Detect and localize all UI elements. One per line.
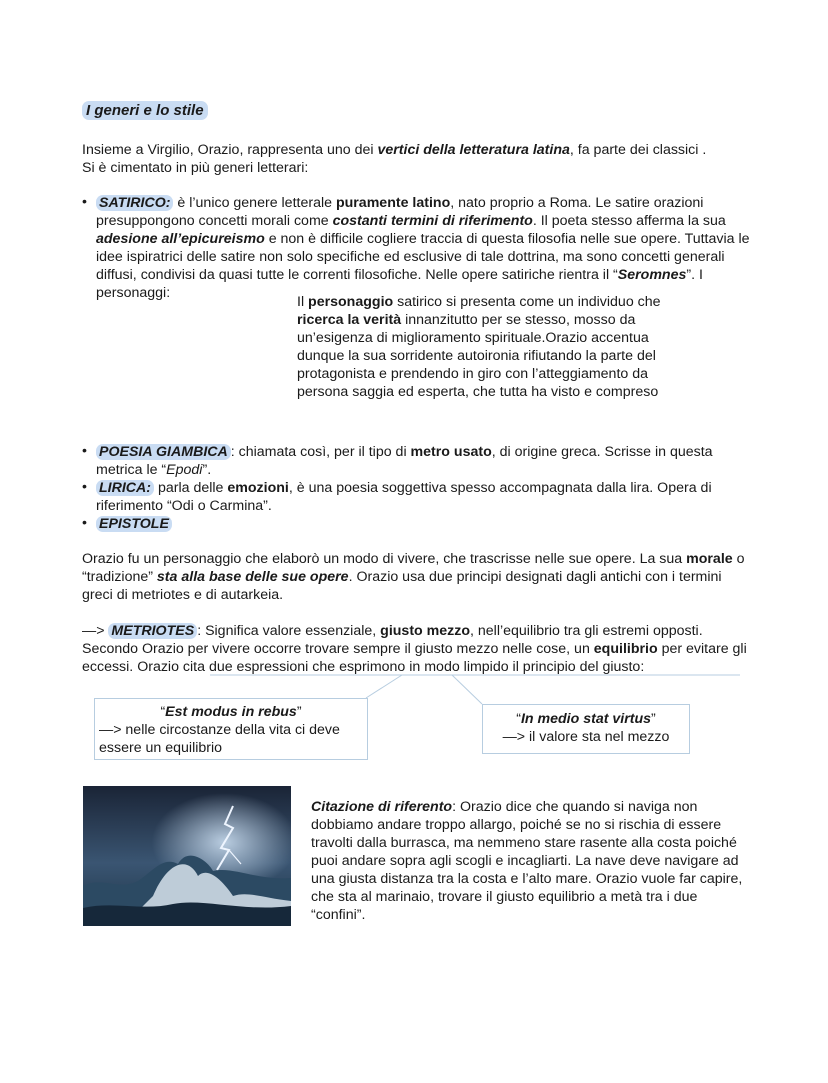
bullet-giambica: • bbox=[82, 443, 87, 459]
intro-paragraph: Insieme a Virgilio, Orazio, rappresenta uno dei vertici della letteratura latina, fa parte dei classici . Si è cimentato in più generi letterari: bbox=[82, 142, 707, 176]
bullet-lirica: • bbox=[82, 479, 87, 495]
box-est-modus bbox=[94, 698, 368, 760]
bullet-satirico: • bbox=[82, 194, 87, 210]
satirico-paragraph: SATIRICO: è l’unico genere letterale puramente latino, nato proprio a Roma. Le satire orazioni presuppongono concetti morali come costanti termini di riferimento. Il poeta stesso afferma la sua adesione all’epicureismo e non è difficile cogliere traccia di questa filosofia nelle sue opere. Tuttavia le idee ispiratrici delle satire non solo specifiche ed esclusive di tale dottrina, ma sono concetti generali diffusi, condivisi da quasi tutte le correnti filosofiche. Nelle opere satiriche rientra il “Seromnes”. I personaggi: bbox=[96, 195, 750, 301]
citazione-paragraph: Citazione di riferento: Orazio dice che quando si naviga non dobbiamo andare troppo allargo, poiché se no si rischia di essere travolti dalla burrasca, ma nemmeno stare rasente alla costa poiché puoi andare sopra agli scogli e incagliarti. La nave deve navigare ad una giusta distanza tra la costa e l’alto mare. Orazio vuole far capire, che sta al marinaio, trovare il giusto equilibrio a metà tra i due “confini”. bbox=[311, 799, 743, 923]
citazione-label: Citazione di riferento bbox=[311, 799, 453, 815]
lirica-paragraph: LIRICA: parla delle emozioni, è una poesia soggettiva spesso accompagnata dalla lira. Opera di riferimento “Odi o Carmina”. bbox=[96, 480, 712, 514]
giambica-paragraph: POESIA GIAMBICA : chiamata così, per il tipo di metro usato, di origine greca. Scrisse in questa metrica le “Epodi”. bbox=[96, 444, 713, 478]
bullet-epistole: • bbox=[82, 515, 87, 531]
satirico-label: SATIRICO: bbox=[96, 195, 173, 211]
connector-left bbox=[366, 675, 402, 698]
box2-text: —> il valore sta nel mezzo bbox=[502, 729, 670, 745]
stormy-sea-image bbox=[83, 786, 291, 926]
page-title: I generi e lo stile bbox=[82, 102, 208, 120]
epistole-label: EPISTOLE bbox=[96, 516, 172, 532]
box1-quote: “Est modus in rebus” bbox=[160, 704, 302, 720]
lirica-label: LIRICA: bbox=[96, 480, 154, 496]
giambica-label: POESIA GIAMBICA bbox=[96, 444, 231, 460]
stormy-sea-illustration bbox=[83, 786, 291, 926]
metriotes-label: METRIOTES bbox=[108, 623, 197, 639]
metriotes-paragraph: —> METRIOTES : Significa valore essenziale, giusto mezzo, nell’equilibrio tra gli estremi opposti. Secondo Orazio per vivere occorre trovare sempre il giusto mezzo nelle cose, un equilibrio per evitare gli eccessi. Orazio cita due espressioni che esprimono in modo limpido il principio del giusto: bbox=[82, 623, 747, 675]
orazio-paragraph: Orazio fu un personaggio che elaborò un modo di vivere, che trascrisse nelle sue opere. La sua morale o “tradizione” sta alla base delle sue opere. Orazio usa due principi designati dagli antichi con i termini greci di metriotes e di autarkeia. bbox=[82, 551, 745, 603]
box2-quote: “In medio stat virtus” bbox=[516, 711, 656, 727]
personaggio-paragraph: Il personaggio satirico si presenta come un individuo che ricerca la verità innanzitutto per se stesso, mosso da un’esigenza di miglioramento spirituale.Orazio accentua dunque la sua sorridente autoironia rifiutando la parte del protagonista e prendendo in giro con l’atteggiamento da persona saggia ed esperta, che tutta ha visto e compreso bbox=[297, 294, 661, 400]
box1-text: —> nelle circostanze della vita ci deve essere un equilibrio bbox=[99, 722, 340, 756]
box-in-medio bbox=[482, 704, 690, 754]
connector-right bbox=[452, 675, 482, 704]
